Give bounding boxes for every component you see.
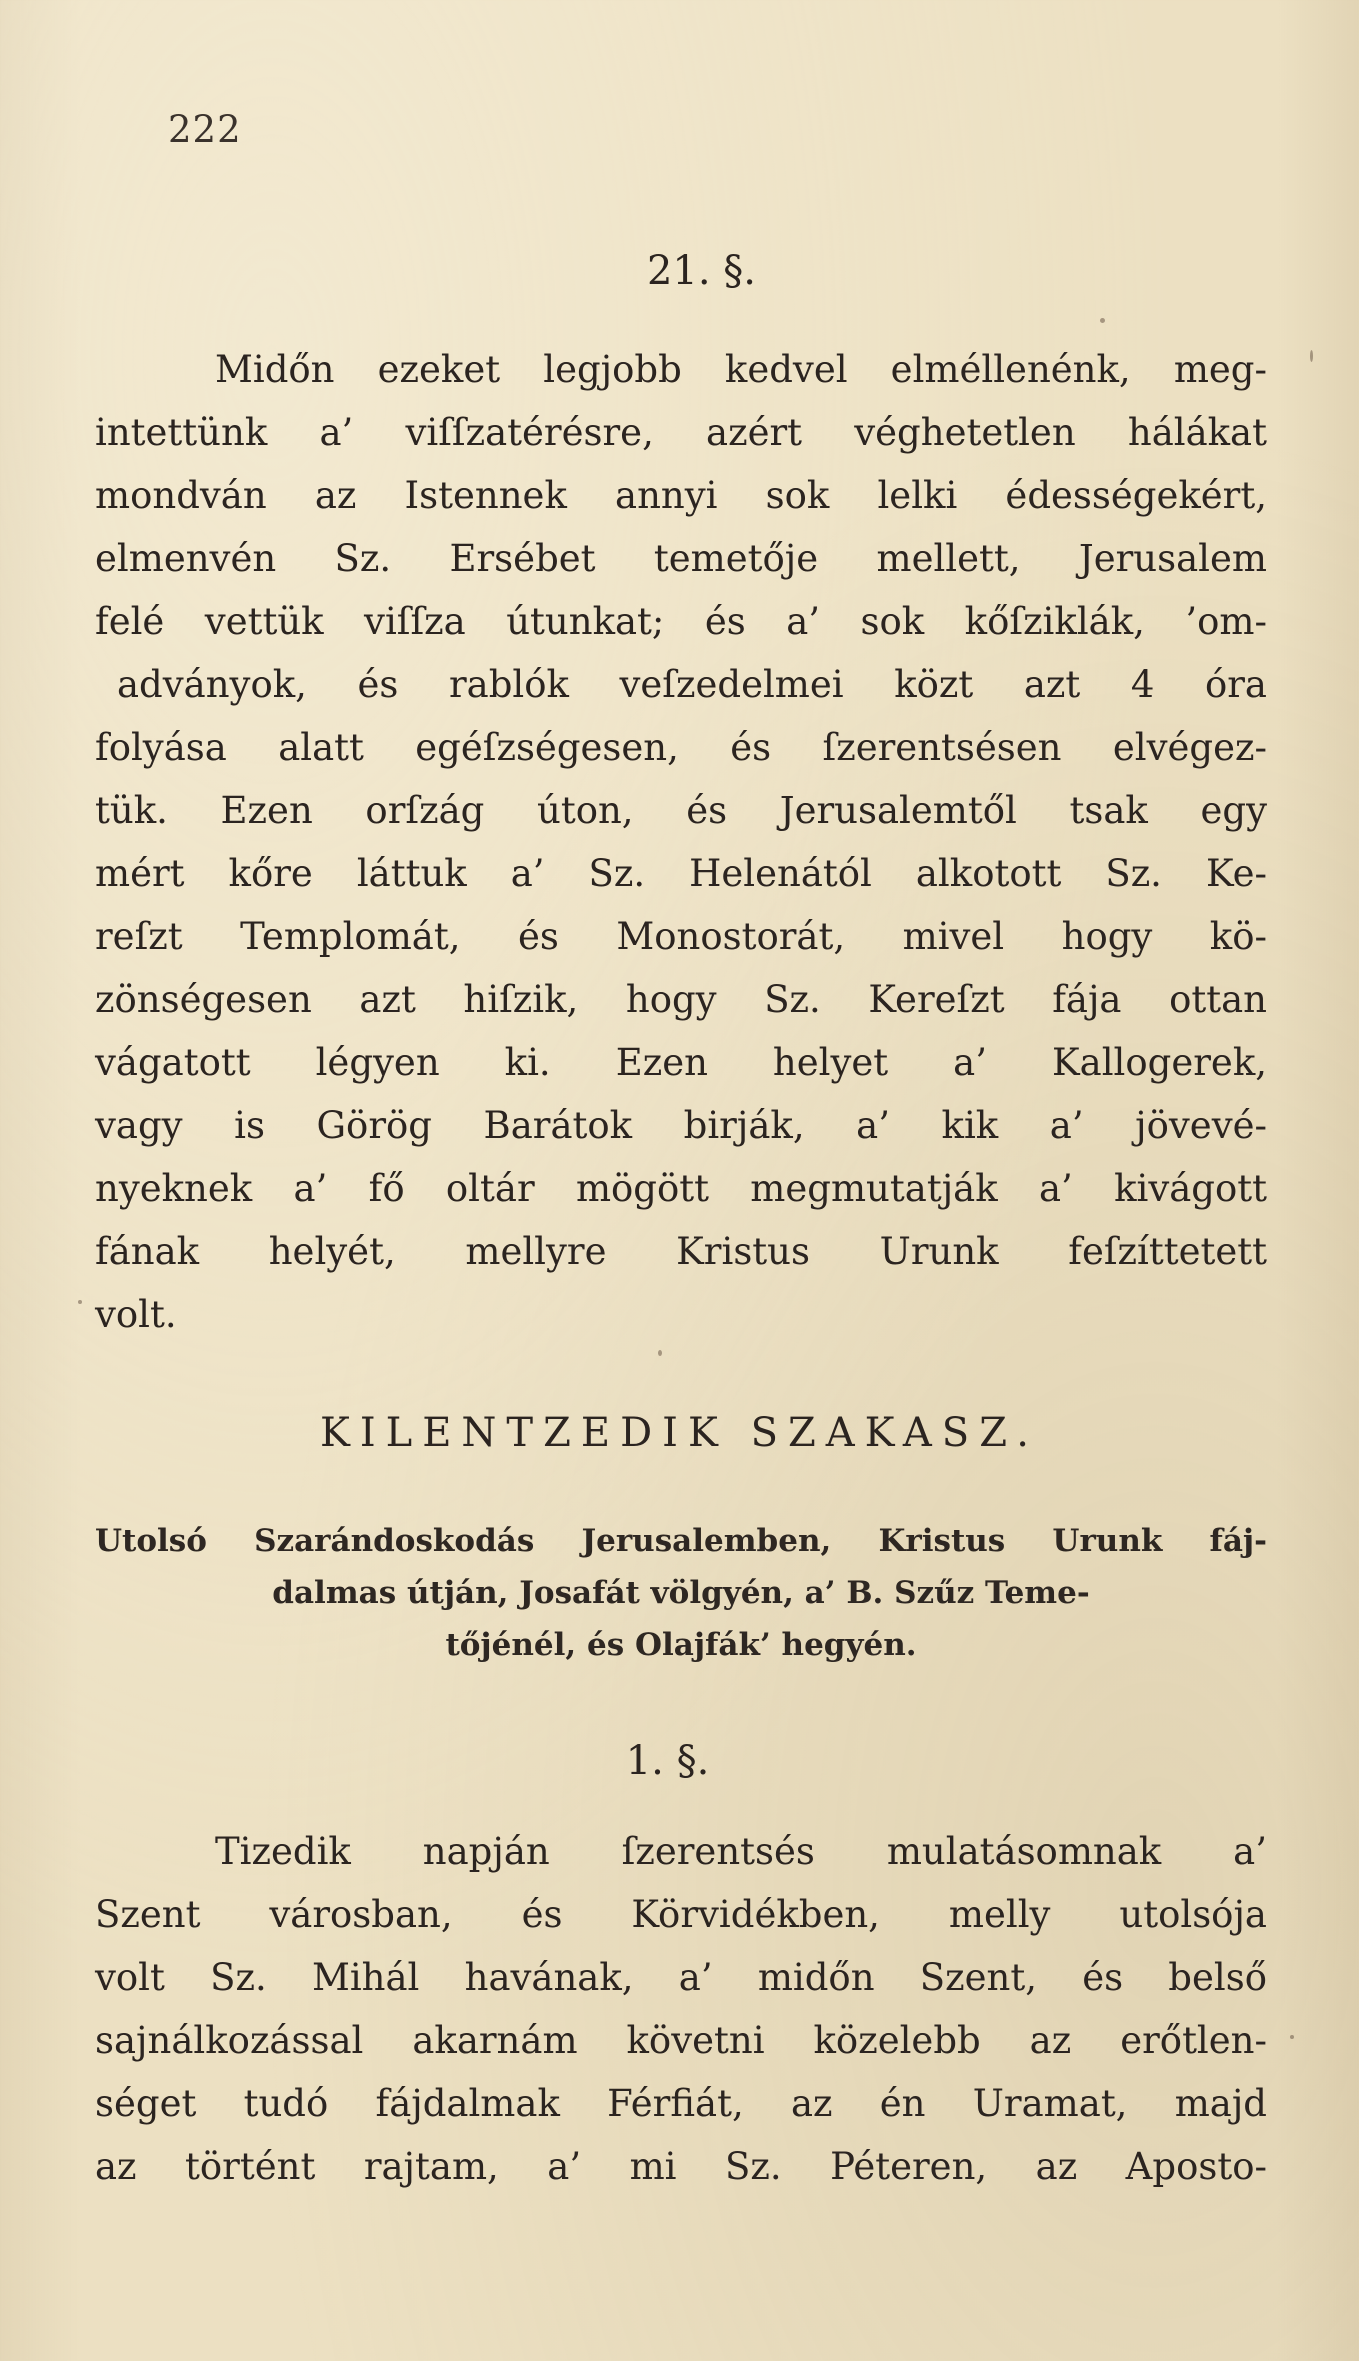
paragraph-line: vágatott légyen ki. Ezen helyet a’ Kallogerek,	[95, 1041, 1267, 1084]
section-heading-21: 21. §.	[646, 248, 757, 294]
page-number: 222	[168, 108, 242, 151]
paper-speck	[78, 1300, 82, 1304]
paper-speck	[1310, 350, 1313, 362]
paragraph-line: folyása alatt egéſzségesen, és ſzerentsésen elvégez-	[95, 726, 1267, 769]
summary-line: Utolsó Szarándoskodás Jerusalemben, Kristus Urunk fáj-	[95, 1523, 1267, 1559]
summary-line: tőjénél, és Olajfák’ hegyén.	[445, 1627, 917, 1663]
paragraph-2	[95, 1820, 1267, 2198]
paragraph-line: séget tudó fájdalmak Férfiát, az én Uramat, majd	[95, 2082, 1267, 2125]
paragraph-line: Tizedik napján ſzerentsés mulatásomnak a’	[215, 1830, 1267, 1873]
paragraph-line: adványok, és rablók veſzedelmei közt azt 4 óra	[117, 663, 1267, 706]
paragraph-line: tük. Ezen orſzág úton, és Jerusalemtől tsak egy	[95, 789, 1267, 832]
paper-speck	[1290, 2035, 1294, 2039]
paper-speck	[658, 1350, 662, 1356]
paragraph-line: mért kőre láttuk a’ Sz. Helenától alkotott Sz. Ke-	[95, 852, 1267, 895]
paragraph-line: az történt rajtam, a’ mi Sz. Péteren, az Aposto-	[95, 2145, 1267, 2188]
paragraph-line: elmenvén Sz. Ersébet temetője mellett, Jerusalem	[95, 537, 1267, 580]
paragraph-line: vagy is Görög Barátok birják, a’ kik a’ jövevé-	[95, 1104, 1267, 1147]
section-heading-1: 1. §.	[625, 1738, 710, 1784]
paragraph-line: fának helyét, mellyre Kristus Urunk feſzíttetett	[95, 1230, 1267, 1273]
paragraph-1	[95, 338, 1267, 1346]
chapter-title: KILENTZEDIK SZAKASZ.	[319, 1410, 1040, 1456]
paragraph-line: sajnálkozással akarnám követni közelebb az erőtlen-	[95, 2019, 1267, 2062]
summary-line: dalmas útján, Josafát völgyén, a’ B. Szűz Teme-	[272, 1575, 1090, 1611]
paragraph-line: volt Sz. Mihál havának, a’ midőn Szent, és belső	[95, 1956, 1267, 1999]
paragraph-line: intettünk a’ viſſzatérésre, azért véghetetlen hálákat	[95, 411, 1267, 454]
paragraph-line: zönségesen azt hiſzik, hogy Sz. Kereſzt fája ottan	[95, 978, 1267, 1021]
paragraph-line: nyeknek a’ fő oltár mögött megmutatják a’ kivágott	[95, 1167, 1267, 1210]
chapter-summary	[95, 1515, 1267, 1671]
paragraph-line: Szent városban, és Körvidékben, melly utolsója	[95, 1893, 1267, 1936]
paragraph-line: reſzt Templomát, és Monostorát, mivel hogy kö-	[95, 915, 1267, 958]
paragraph-line: felé vettük viſſza útunkat; és a’ sok kőſziklák, ’om-	[95, 600, 1267, 643]
paragraph-line: Midőn ezeket legjobb kedvel elméllenénk, meg-	[215, 348, 1267, 391]
paragraph-line: volt.	[95, 1293, 177, 1336]
paper-speck	[1100, 318, 1105, 323]
paragraph-line: mondván az Istennek annyi sok lelki édességekért,	[95, 474, 1267, 517]
